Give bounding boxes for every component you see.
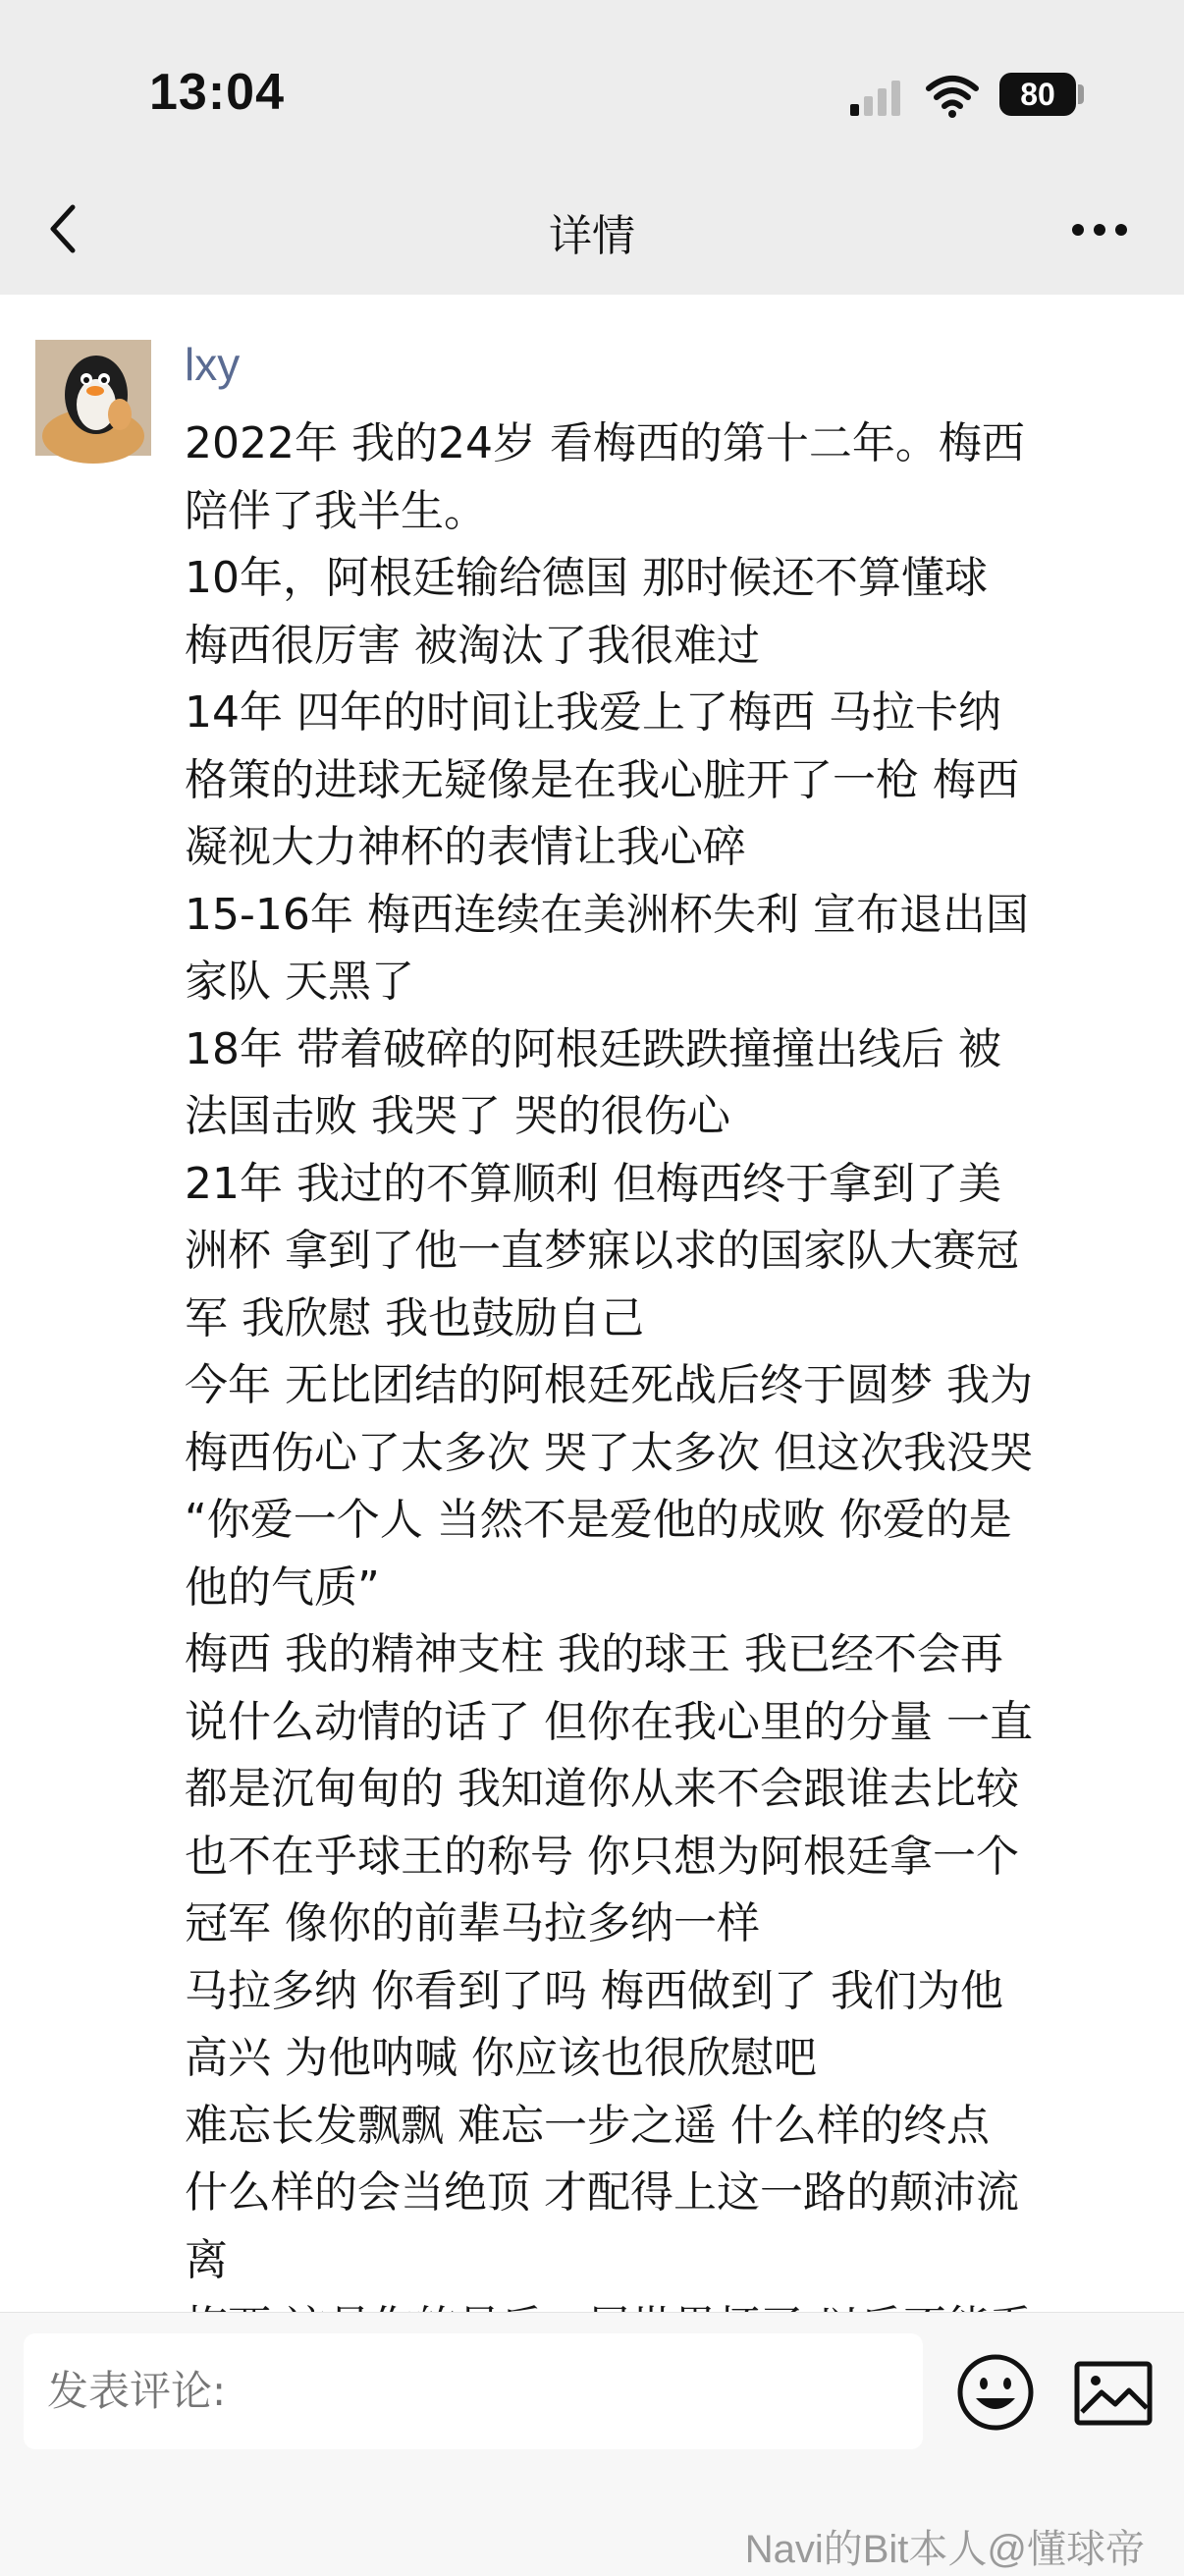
post-line: 高兴 为他呐喊 你应该也很欣慰吧 (185, 2033, 817, 2083)
post-line: 马拉多纳 你看到了吗 梅西做到了 我们为他 (185, 1965, 1003, 2016)
post-body (185, 411, 1157, 2362)
battery-nub (1078, 84, 1084, 104)
post-line: 14年 四年的时间让我爱上了梅西 马拉卡纳 (185, 687, 1001, 738)
post-line: 凝视大力神杯的表情让我心碎 (185, 822, 746, 872)
post-line: 10年，阿根廷输给德国 那时候还不算懂球 (185, 553, 988, 603)
post-detail (0, 295, 1184, 2312)
post-line: 说什么动情的话了 但你在我心里的分量 一直 (185, 1696, 1033, 1747)
watermark: Navi的Bit本人@懂球帝 (744, 2528, 1145, 2571)
post-line: 2022年 我的24岁 看梅西的第十二年。梅西 (185, 418, 1025, 468)
more-horizontal-icon[interactable] (1070, 222, 1129, 238)
post-line: 15-16年 梅西连续在美洲杯失利 宣布退出国 (185, 889, 1029, 940)
comment-input[interactable] (24, 2333, 923, 2449)
status-time: 13:04 (149, 64, 285, 121)
post-line: 离 (185, 2234, 228, 2285)
post-line: 21年 我过的不算顺利 但梅西终于拿到了美 (185, 1158, 1001, 1209)
penguin-avatar[interactable] (35, 340, 151, 456)
signal-icon (848, 79, 903, 118)
post-line: “你爱一个人 当然不是爱他的成败 你爱的是 (185, 1495, 1012, 1545)
battery-icon: 80 (999, 73, 1076, 116)
image-icon[interactable] (1074, 2361, 1153, 2426)
post-line: 18年 带着破碎的阿根廷跌跌撞撞出线后 被 (185, 1023, 1001, 1074)
post-line: 都是沉甸甸的 我知道你从来不会跟谁去比较 (185, 1764, 1019, 1814)
post-line: 冠军 像你的前辈马拉多纳一样 (185, 1898, 760, 1948)
post-line: 也不在乎球王的称号 你只想为阿根廷拿一个 (185, 1831, 1019, 1882)
emoji-icon[interactable] (954, 2351, 1037, 2434)
wifi-icon (925, 75, 980, 118)
post-line: 梅西伤心了太多次 哭了太多次 但这次我没哭 (185, 1427, 1033, 1478)
post-line: 军 我欣慰 我也鼓励自己 (185, 1292, 644, 1343)
post-line: 格策的进球无疑像是在我心脏开了一枪 梅西 (185, 754, 1019, 805)
post-line: 梅西很厉害 被淘汰了我很难过 (185, 620, 760, 671)
post-line: 难忘长发飘飘 难忘一步之遥 什么样的终点 (185, 2100, 990, 2151)
post-line: 他的气质” (185, 1562, 380, 1613)
post-line: 什么样的会当绝顶 才配得上这一路的颠沛流 (185, 2167, 1019, 2218)
post-line: 今年 无比团结的阿根廷死战后终于圆梦 我为 (185, 1360, 1033, 1410)
post-line: 洲杯 拿到了他一直梦寐以求的国家队大赛冠 (185, 1226, 1019, 1276)
post-author[interactable]: lxy (185, 339, 241, 390)
post-line: 梅西 我的精神支柱 我的球王 我已经不会再 (185, 1629, 1003, 1679)
post-line: 家队 天黑了 (185, 957, 414, 1007)
page-title: 详情 (549, 211, 635, 261)
post-line: 法国击败 我哭了 哭的很伤心 (185, 1091, 730, 1141)
post-line: 陪伴了我半生。 (185, 485, 487, 536)
